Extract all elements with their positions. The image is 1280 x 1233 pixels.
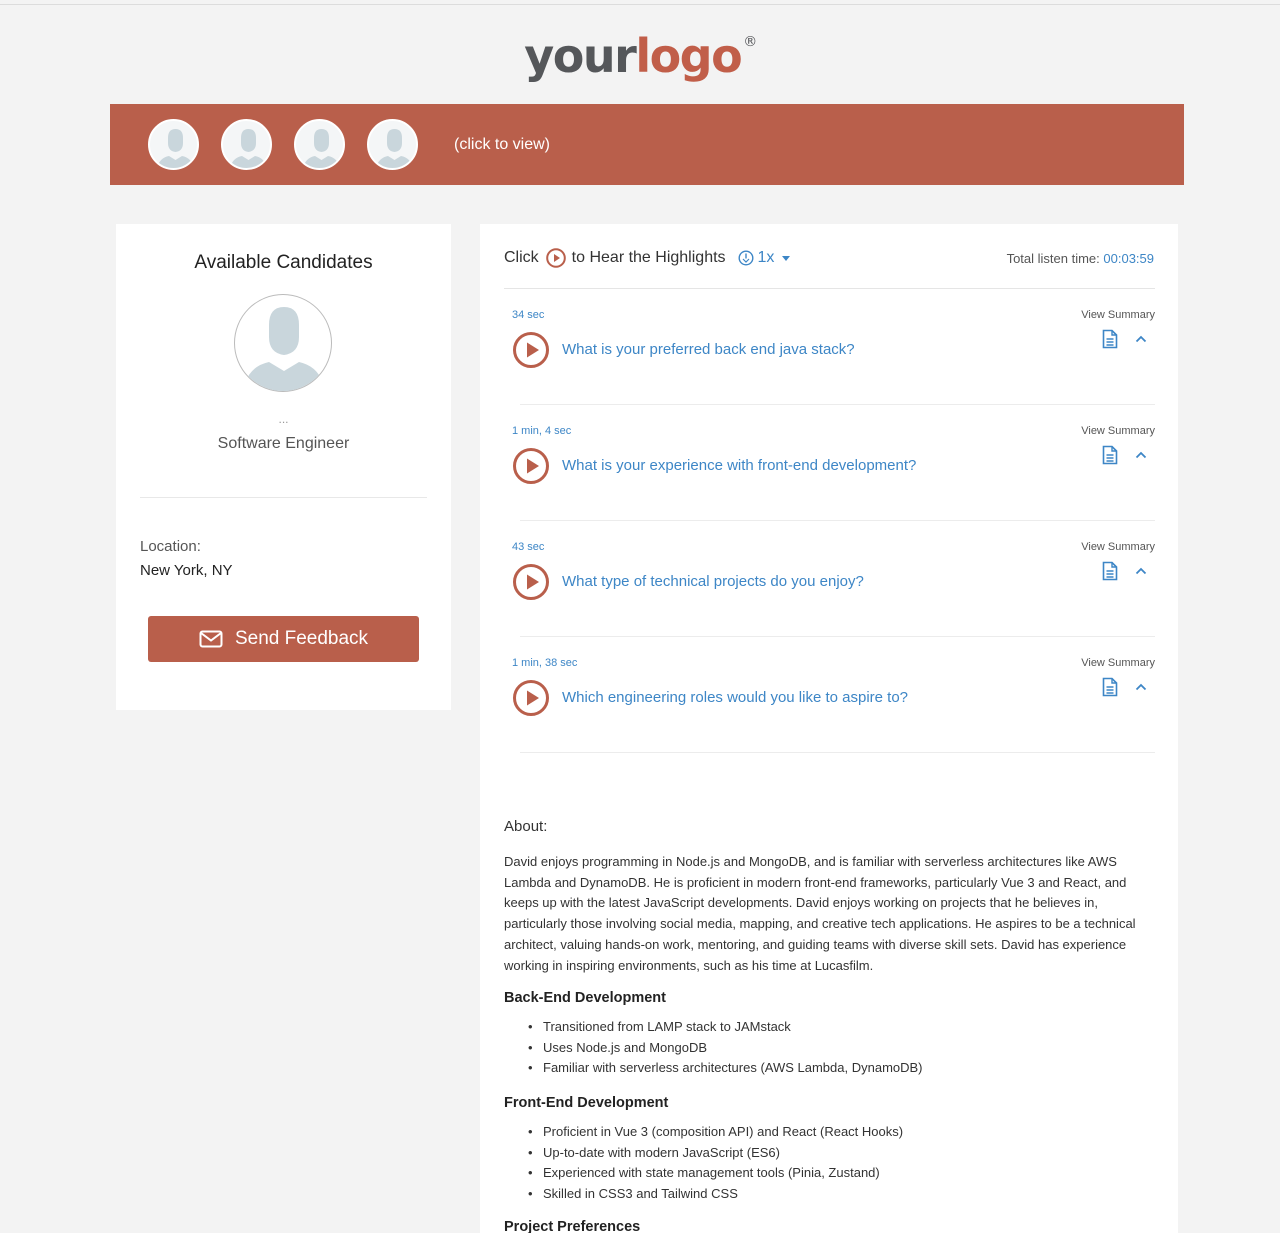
panel-title: Available Candidates — [194, 252, 373, 273]
candidate-role: Software Engineer — [217, 435, 350, 452]
person-icon — [369, 121, 418, 170]
highlights-header — [504, 248, 790, 268]
candidate-avatar-1[interactable] — [148, 119, 199, 170]
view-summary-link[interactable]: View Summary — [1081, 657, 1155, 669]
document-icon[interactable] — [1101, 677, 1119, 697]
playback-speed-select[interactable] — [738, 249, 791, 267]
divider — [140, 497, 427, 498]
front-end-list — [528, 1122, 903, 1205]
click-label: Click — [504, 249, 539, 266]
question-row — [504, 405, 1155, 521]
candidate-avatar-4[interactable] — [367, 119, 418, 170]
play-icon[interactable] — [512, 563, 550, 601]
logo-word-your: your — [524, 29, 636, 83]
total-listen-time — [1007, 251, 1154, 266]
send-feedback-button[interactable] — [148, 616, 419, 662]
section-title-back-end: Back-End Development — [504, 990, 666, 1006]
section-title-project-preferences: Project Preferences — [504, 1219, 641, 1233]
candidate-panel — [116, 224, 451, 710]
speed-icon — [738, 250, 754, 266]
logo — [0, 14, 1280, 84]
about-text: David enjoys programming in Node.js and MongoDB, and is familiar with serverless architectures like AWS Lambda and DynamoDB. He is proficient in modern front-end frameworks, particularly Vue 3 and React, and keeps up with the latest JavaScript developments. David enjoys working on projects that he believes in, particularly those involving social media, mapping, and creative tech applications. He aspires to be a technical architect, valuing hands-on work, mentoring, and guiding teams with diverse skill sets. David has experience working in inspiring environments, such as his time at Lucasfilm. — [504, 854, 1136, 973]
view-summary-link[interactable]: View Summary — [1081, 541, 1155, 553]
list-item: • Experienced with state management tools (Pinia, Zustand) — [528, 1163, 903, 1184]
registered-mark: ® — [743, 34, 756, 50]
view-summary-link[interactable]: View Summary — [1081, 425, 1155, 437]
candidate-avatar-3[interactable] — [294, 119, 345, 170]
candidate-name: ... — [278, 412, 289, 426]
document-icon[interactable] — [1101, 329, 1119, 349]
chevron-down-icon — [782, 256, 790, 261]
send-feedback-label: Send Feedback — [234, 628, 369, 649]
chevron-up-icon[interactable] — [1135, 451, 1147, 459]
list-item: • Up-to-date with modern JavaScript (ES6) — [528, 1143, 903, 1164]
question-link[interactable]: What is your experience with front-end development? — [562, 457, 917, 474]
list-item: • Familiar with serverless architectures (AWS Lambda, DynamoDB) — [528, 1058, 923, 1079]
location-value: New York, NY — [140, 562, 233, 579]
total-listen-value: 00:03:59 — [1103, 251, 1154, 266]
view-summary-link[interactable]: View Summary — [1081, 309, 1155, 321]
play-icon[interactable] — [512, 331, 550, 369]
question-row — [504, 521, 1155, 637]
person-icon — [223, 121, 272, 170]
question-row — [504, 637, 1155, 753]
document-icon[interactable] — [1101, 561, 1119, 581]
highlights-panel — [480, 224, 1178, 1233]
candidate-banner — [110, 104, 1184, 185]
total-listen-label: Total listen time: — [1006, 251, 1100, 266]
question-duration: 34 sec — [512, 309, 545, 321]
question-row — [504, 289, 1155, 405]
list-item: • Uses Node.js and MongoDB — [528, 1038, 923, 1059]
list-item: • Skilled in CSS3 and Tailwind CSS — [528, 1184, 903, 1205]
candidate-avatar-2[interactable] — [221, 119, 272, 170]
question-duration: 43 sec — [512, 541, 545, 553]
playback-speed-value: 1x — [757, 249, 775, 266]
list-item: • Proficient in Vue 3 (composition API) and React (React Hooks) — [528, 1122, 903, 1143]
avatar — [234, 294, 332, 392]
chevron-up-icon[interactable] — [1135, 567, 1147, 575]
back-end-list — [528, 1017, 923, 1079]
document-icon[interactable] — [1101, 445, 1119, 465]
question-duration: 1 min, 4 sec — [512, 425, 572, 437]
logo-word-logo: logo — [635, 29, 742, 83]
play-icon — [546, 248, 566, 268]
play-icon[interactable] — [512, 447, 550, 485]
hear-highlights-label: to Hear the Highlights — [571, 249, 726, 266]
top-border — [0, 4, 1280, 5]
chevron-up-icon[interactable] — [1135, 683, 1147, 691]
list-item: • Transitioned from LAMP stack to JAMstack — [528, 1017, 923, 1038]
section-title-front-end: Front-End Development — [504, 1095, 669, 1111]
location-label: Location: — [140, 538, 201, 555]
about-label: About: — [504, 818, 548, 835]
play-icon[interactable] — [512, 679, 550, 717]
person-icon — [150, 121, 199, 170]
question-duration: 1 min, 38 sec — [512, 657, 578, 669]
person-icon — [235, 295, 332, 392]
question-link[interactable]: What type of technical projects do you enjoy? — [562, 573, 864, 590]
divider — [520, 752, 1155, 753]
envelope-icon — [199, 630, 223, 648]
person-icon — [296, 121, 345, 170]
question-link[interactable]: Which engineering roles would you like to aspire to? — [562, 689, 909, 706]
question-link[interactable]: What is your preferred back end java stack? — [562, 341, 855, 358]
click-to-view-link[interactable]: (click to view) — [454, 135, 551, 153]
chevron-up-icon[interactable] — [1135, 335, 1147, 343]
